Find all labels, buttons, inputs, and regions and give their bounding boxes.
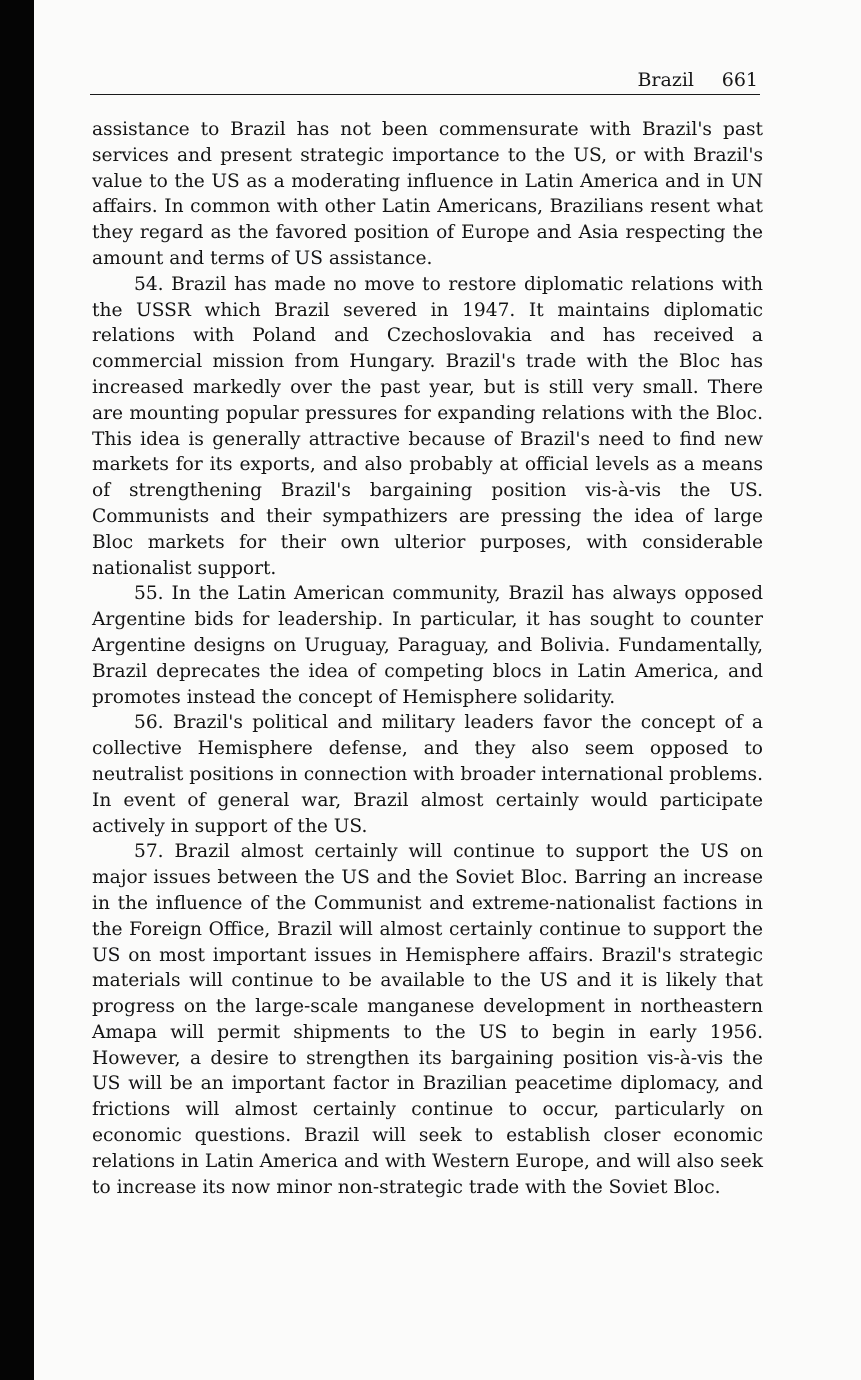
paragraph-56: 56. Brazil's political and military leaders favor the concept of a collective Hemisphere defense, and they also seem opposed to neutralist positions in connection with broader international problems. In event of general war, Brazil almost certainly would participate actively in support of the US. [92, 712, 763, 837]
running-title: Brazil [637, 69, 694, 91]
paragraph-54: 54. Brazil has made no move to restore diplomatic relations with the USSR which Brazil severed in 1947. It maintains diplomatic relations with Poland and Czechoslovakia and has received a commercial mission from Hungary. Brazil's trade with the Bloc has increased markedly over the past year, but is still very small. There are mounting popular pressures for expanding relations with the Bloc. This idea is generally attractive because of Brazil's need to find new markets for its exports, and also probably at official levels as a means of strengthening Brazil's bargaining position vis-à-vis the US. Communists and their sympathizers are pressing the idea of large Bloc markets for their own ulterior purposes, with considerable nationalist support. [92, 273, 763, 579]
scan-binding-edge [0, 0, 34, 1380]
running-header [90, 68, 760, 95]
paragraph-continuation: assistance to Brazil has not been commensurate with Brazil's past services and present strategic importance to the US, or with Brazil's value to the US as a moderating influence in Latin America and in UN affairs. In common with other Latin Americans, Brazilians resent what they regard as the favored position of Europe and Asia respecting the amount and terms of US assistance. [92, 119, 763, 269]
paragraph-55: 55. In the Latin American community, Brazil has always opposed Argentine bids for leadership. In particular, it has sought to counter Argentine designs on Uruguay, Paraguay, and Bolivia. Fundamentally, Brazil deprecates the idea of competing blocs in Latin America, and promotes instead the concept of Hemisphere solidarity. [92, 583, 763, 708]
paragraph-57: 57. Brazil almost certainly will continue to support the US on major issues between the US and the Soviet Bloc. Barring an increase in the influence of the Communist and extreme-nationalist factions in the Foreign Office, Brazil will almost certainly continue to support the US on most important issues in Hemisphere affairs. Brazil's strategic materials will continue to be available to the US and it is likely that progress on the large-scale manganese development in northeastern Amapa will permit shipments to the US to begin in early 1956. However, a desire to strengthen its bargaining position vis-à-vis the US will be an important factor in Brazilian peacetime diplomacy, and frictions will almost certainly continue to occur, particularly on economic questions. Brazil will seek to establish closer economic relations in Latin America and with Western Europe, and will also seek to increase its now minor non-strategic trade with the Soviet Bloc. [92, 841, 763, 1198]
body-text [92, 117, 763, 1200]
page-number: 661 [721, 69, 758, 91]
